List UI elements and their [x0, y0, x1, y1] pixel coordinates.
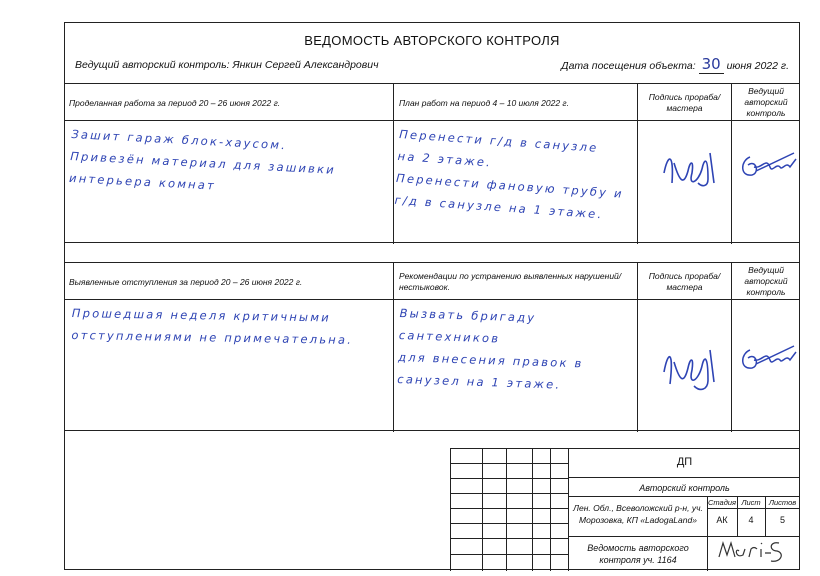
work-header: [64, 84, 800, 121]
visit-rest: июня 2022 г.: [726, 60, 789, 72]
document-title: ВЕДОМОСТЬ АВТОРСКОГО КОНТРОЛЯ: [304, 33, 560, 48]
done-cell: [64, 121, 394, 244]
done-text: Зашит гараж блок-хаусом. Привезён материал для зашивки интерьера комнат: [68, 126, 337, 193]
stage-value: АК: [716, 515, 728, 525]
lead-signature-2: [736, 338, 798, 378]
col-sign-foreman-header-2: Подпись прораба/мастера: [638, 263, 732, 300]
foreman-sign-cell: [638, 121, 732, 244]
lead-sign-cell: [732, 121, 800, 244]
lead-sign-cell-2: [732, 300, 800, 432]
stamp-address: Лен. Обл., Всеволожский р-н, уч. Морозовка, КП «LadogaLand»: [573, 503, 703, 525]
work-section: [64, 83, 800, 243]
col-recommend-header: Рекомендации по устранению выявленных нарушений/нестыковок.: [394, 263, 638, 300]
col-deviations-header: Выявленные отступления за период 20 – 26 июня 2022 г.: [64, 263, 394, 300]
deviations-cell: [64, 300, 394, 432]
col-sign-foreman-header: Подпись прораба/мастера: [638, 84, 732, 121]
recommend-cell: [394, 300, 638, 432]
recommend-text: Вызвать бригаду сантехников для внесения правок в санузел на 1 этаже.: [397, 305, 584, 392]
plan-text: Перенести г/д в санузле на 2 этаже. Перенести фановую трубу и г/д в санузле на 1 этаже.: [394, 126, 625, 222]
col-sign-lead-header-2: Ведущий авторский контроль: [744, 265, 788, 297]
sheet-label: Лист: [741, 498, 761, 507]
stamp-info: [568, 448, 801, 571]
foreman-signature: [658, 143, 718, 193]
sheet-value: 4: [748, 515, 754, 525]
stage-label: Стадия: [707, 498, 737, 507]
foreman-signature-2: [656, 336, 718, 396]
deviations-section: [64, 262, 800, 431]
stamp-supervision: Авторский контроль: [639, 483, 730, 493]
stamp-doc-name: Ведомость авторского контроля уч. 1164: [587, 543, 689, 565]
deviations-header: [64, 263, 800, 300]
visit-label: Дата посещения объекта:: [561, 60, 696, 72]
stamp-signature: [715, 537, 787, 565]
lead-supervisor: [75, 59, 379, 71]
lead-signature: [736, 145, 798, 185]
sheets-label: Листов: [768, 498, 797, 507]
col-plan-header: План работ на период 4 – 10 июля 2022 г.: [394, 84, 638, 121]
deviations-text: Прошедшая неделя критичными отступлениями не примечательна.: [71, 305, 354, 347]
stamp-grid: [450, 448, 568, 571]
stamp-code: ДП: [676, 456, 693, 468]
foreman-sign-cell-2: [638, 300, 732, 432]
col-done-header: Проделанная работа за период 20 – 26 июня 2022 г.: [64, 84, 394, 121]
col-sign-lead-header: Ведущий авторский контроль: [744, 86, 788, 118]
lead-label: Ведущий авторский контроль:: [75, 59, 230, 71]
title-block: [450, 448, 801, 571]
document-frame: [64, 22, 800, 570]
plan-cell: [394, 121, 638, 244]
visit-date: [561, 55, 789, 73]
lead-name: Янкин Сергей Александрович: [232, 59, 379, 71]
visit-day: 30: [699, 55, 724, 74]
sheets-value: 5: [779, 515, 785, 525]
